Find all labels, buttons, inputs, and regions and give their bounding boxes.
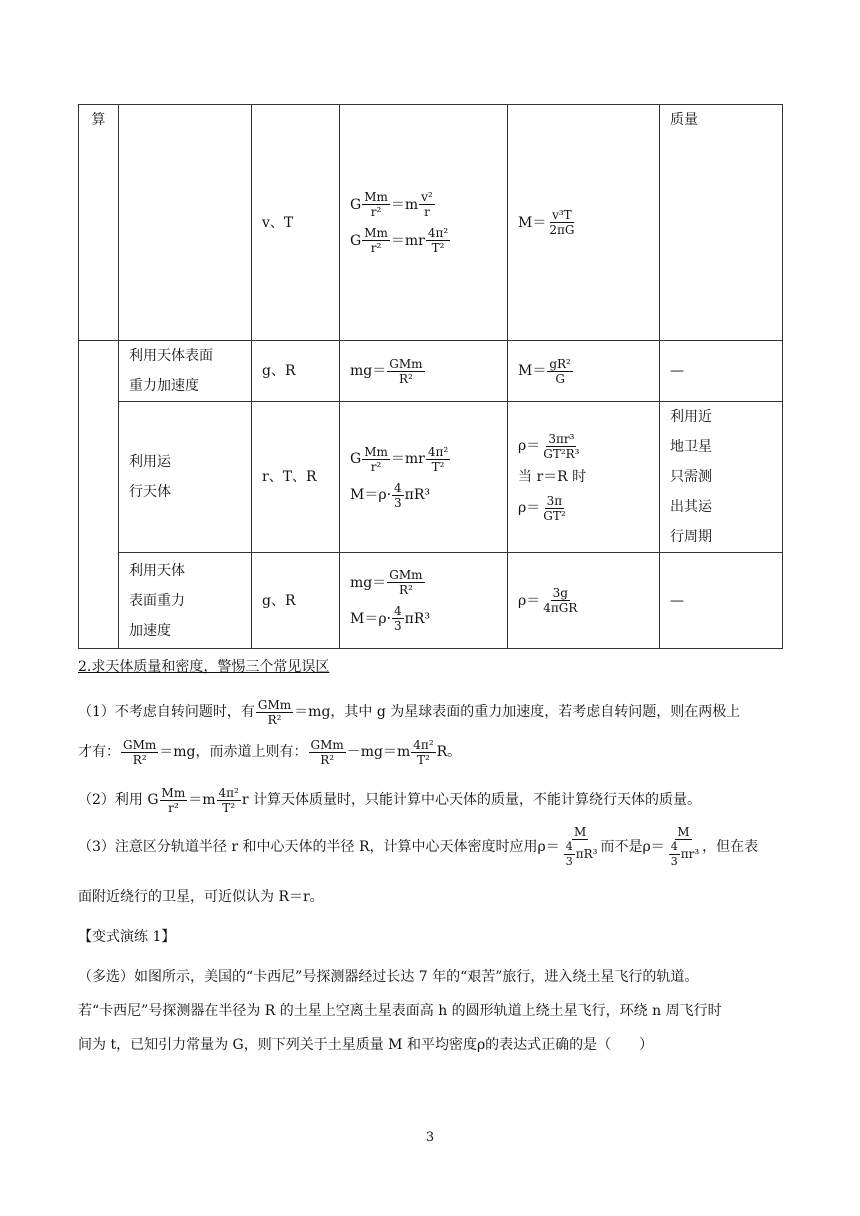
formula: M＝ρ· $\frac{4}{3}$ πR³ [350, 480, 431, 510]
table-cell: g、R [252, 553, 340, 649]
table-cell: — [660, 341, 783, 402]
table-cell: 利用天体表面 重力加速度 [119, 341, 252, 402]
table-cell [119, 105, 252, 341]
table-cell: 利用天体 表面重力 加速度 [119, 553, 252, 649]
table-cell [340, 553, 508, 649]
table-cell [508, 402, 660, 553]
exercise-body: （多选）如图所示，美国的“卡西尼”号探测器经过长达 7 年的“艰苦”旅行，进入绕土星飞行的轨道。 若“卡西尼”号探测器在半径为 R 的土星上空离土星表面高 h 的圆形轨道上绕土星飞行，环绕 n 周飞行时 间为 t，已知引力常量为 G，则下列关于土星质量 M 和平均密度ρ的表达式正确的是（ ） [78, 969, 722, 1053]
table-cell: r、T、R [252, 402, 340, 553]
paragraph-3: （3）注意区分轨道半径 r 和中心天体的半径 R，计算中心天体密度时应用ρ＝ M $\frac{4}{3}$ πR³ 而不是ρ＝ M $\frac{4}{3}$ πr³ ，但在表 面附近绕行的卫星，可近似认为 R＝r。 [78, 825, 759, 905]
table-row [79, 341, 783, 402]
table-cell: 质量 [660, 105, 783, 341]
exercise-title: 【变式演练 1】 [78, 929, 176, 945]
formula-table [78, 104, 783, 649]
table-cell [340, 341, 508, 402]
table-row [79, 553, 783, 649]
formula: mg＝ $\frac{\text{GMm}}{\text{R²}}$ [350, 356, 423, 386]
formula: ρ＝ $\frac{3g}{\text{4πGR}}$ [518, 586, 578, 615]
formula: ρ＝ $\frac{\text{3πr³}}{\text{GT²R³}}$ [518, 431, 580, 461]
formula: ρ＝ $\frac{3\pi}{\text{GT²}}$ [518, 493, 566, 523]
formula: G $\frac{Mm}{\text{r²}}$ ＝m $\frac{\text{v²}}{r}$ [350, 190, 433, 219]
table-cell: 利用运 行天体 [119, 402, 252, 553]
formula: G $\frac{Mm}{\text{r²}}$ ＝mr $\frac{\text{4π²}}{\text{T²}}$ [350, 444, 449, 474]
formula: M＝ $\frac{\text{v³T}}{2\pi G}$ [518, 208, 575, 237]
table-cell [340, 402, 508, 553]
paragraph-1: （1）不考虑自转问题时，有 $\frac{\text{GMm}}{\text{R²}}$ ＝mg，其中 g 为星球表面的重力加速度，若考虑自转问题，则在两极上 才有： $\frac{\text{GMm}}{\text{R²}}$ ＝mg，而赤道上则有： $\frac{\text{GMm}}{\text{R²}}$ －mg＝m $\frac{\text{4π²}}{\text{T²}}$ R。 [78, 697, 741, 767]
row-label: 算 [91, 112, 106, 128]
table-row [79, 105, 783, 341]
table-cell [340, 105, 508, 341]
table-cell: g、R [252, 341, 340, 402]
table-cell [79, 105, 119, 341]
formula: mg＝ $\frac{\text{GMm}}{\text{R²}}$ [350, 568, 423, 597]
paragraph-2: （2）利用 G $\frac{Mm}{\text{r²}}$ ＝m $\frac{\text{4π²}}{\text{T²}}$ r 计算天体质量时，只能计算中心天体的质量，不能计算绕行天体的质量。 [78, 785, 701, 815]
table-cell: — [660, 553, 783, 649]
table-row [79, 402, 783, 553]
section-heading: 2.求天体质量和密度，警惕三个常见误区 [78, 659, 330, 675]
formula: M＝ρ· $\frac{4}{3}$ πR³ [350, 604, 431, 633]
condition-text: 当 r＝R 时 [518, 469, 587, 485]
table-cell: 利用近 地卫星 只需测 出其运 行周期 [660, 402, 783, 553]
table-cell [508, 105, 660, 341]
formula: M＝ $\frac{\text{gR²}}{G}$ [518, 356, 571, 386]
table-cell: v、T [252, 105, 340, 341]
density-label-cell [79, 341, 119, 649]
table-cell [508, 553, 660, 649]
table-cell [508, 341, 660, 402]
page-number: 3 [425, 1130, 435, 1145]
formula: G $\frac{Mm}{\text{r²}}$ ＝mr $\frac{\text{4π²}}{\text{T²}}$ [350, 226, 449, 255]
